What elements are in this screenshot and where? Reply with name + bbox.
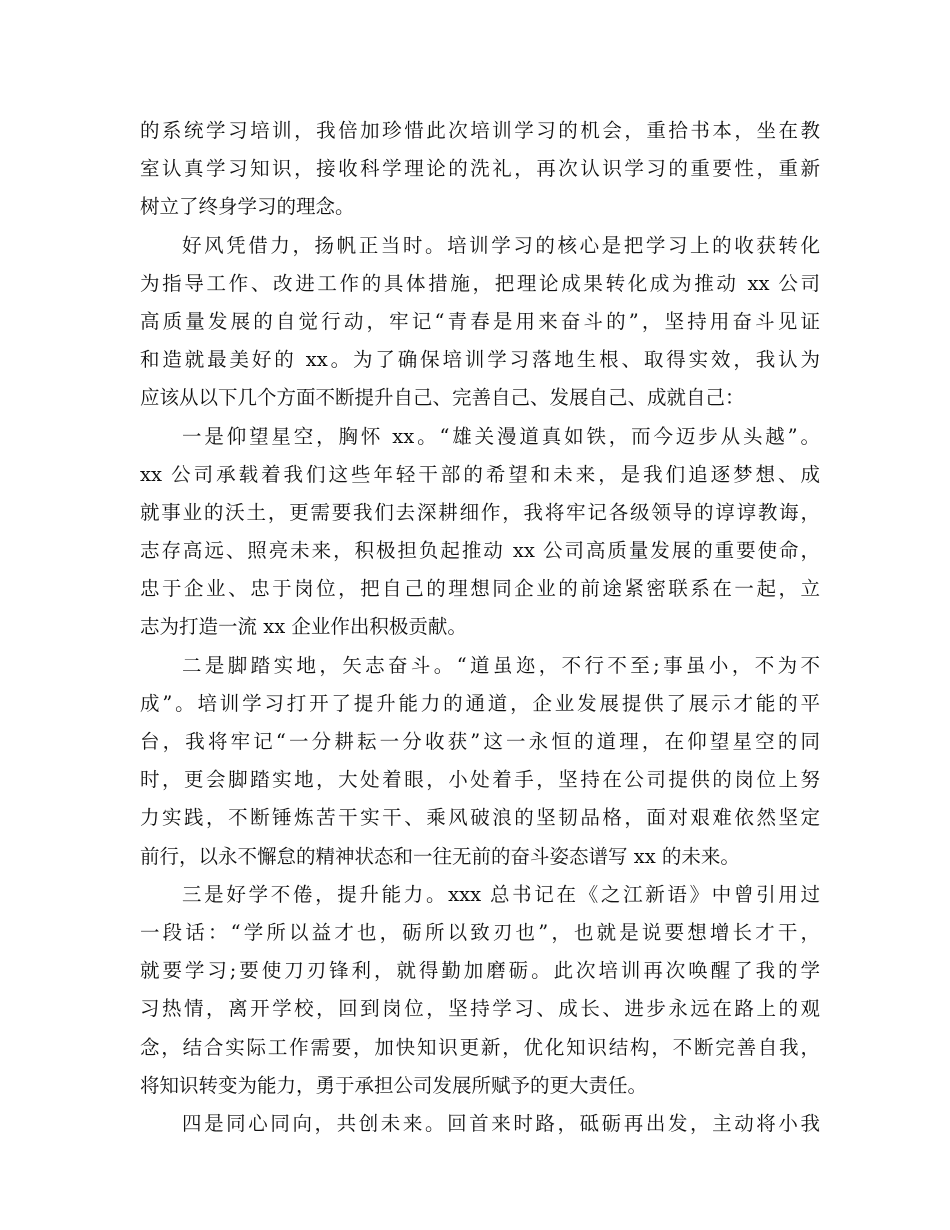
paragraph-first-line: 四是同心同向，共创未来。回首来时路，砥砺再出发，主动将小我 [182,1111,820,1135]
paragraph-first-line: 一是仰望星空，胸怀 xx。“雄关漫道真如铁，而今迈步从头越”。 [182,424,820,448]
text-line: 志为打造一流 xx 企业作出积极贡献。 [140,615,467,639]
text-line: 成”。培训学习打开了提升能力的通道，企业发展提供了展示才能的平 [140,691,820,715]
text-line: 力实践，不断锤炼苦干实干、乘风破浪的坚韧品格，面对艰难依然坚定 [140,806,820,830]
text-line: 就要学习;要使刀刃锋利，就得勤加磨砺。此次培训再次唤醒了我的学 [140,959,820,983]
text-line: 时，更会脚踏实地，大处着眼，小处着手，坚持在公司提供的岗位上努 [140,768,820,792]
paragraph-first-line: 好风凭借力，扬帆正当时。培训学习的核心是把学习上的收获转化 [182,233,820,257]
text-line: 一段话：“学所以益才也，砺所以致刃也”，也就是说要想增长才干， [140,920,820,944]
document-body [140,112,820,1143]
text-line: 树立了终身学习的理念。 [140,195,355,219]
text-line: 和造就最美好的 xx。为了确保培训学习落地生根、取得实效，我认为 [140,348,820,372]
text-line: 为指导工作、改进工作的具体措施，把理论成果转化成为推动 xx 公司 [140,271,820,295]
text-line: 忠于企业、忠于岗位，把自己的理想同企业的前途紧密联系在一起，立 [140,577,820,601]
text-line: 应该从以下几个方面不断提升自己、完善自己、发展自己、成就自己： [140,386,745,410]
paragraph-first-line: 二是脚踏实地，矢志奋斗。“道虽迩，不行不至;事虽小，不为不 [182,653,820,677]
text-line: 习热情，离开学校，回到岗位，坚持学习、成长、进步永远在路上的观 [140,997,820,1021]
text-line: 高质量发展的自觉行动，牢记“青春是用来奋斗的”，坚持用奋斗见证 [140,309,820,333]
text-line: 志存高远、照亮未来，积极担负起推动 xx 公司高质量发展的重要使命， [140,539,820,563]
text-line: 就事业的沃土，更需要我们去深耕细作，我将牢记各级领导的谆谆教诲， [140,500,820,524]
paragraph-first-line: 三是好学不倦，提升能力。xxx 总书记在《之江新语》中曾引用过 [182,882,820,906]
text-line: 室认真学习知识，接收科学理论的洗礼，再次认识学习的重要性，重新 [140,157,820,181]
text-line: 念，结合实际工作需要，加快知识更新，优化知识结构，不断完善自我， [140,1035,820,1059]
text-line: xx 公司承载着我们这些年轻干部的希望和未来，是我们追逐梦想、成 [140,462,820,486]
text-line: 将知识转变为能力，勇于承担公司发展所赋予的更大责任。 [140,1073,648,1097]
text-line: 的系统学习培训，我倍加珍惜此次培训学习的机会，重拾书本，坐在教 [140,119,820,142]
text-line: 前行，以永不懈怠的精神状态和一往无前的奋斗姿态谱写 xx 的未来。 [140,844,740,868]
text-line: 台，我将牢记“一分耕耘一分收获”这一永恒的道理，在仰望星空的同 [140,730,820,753]
